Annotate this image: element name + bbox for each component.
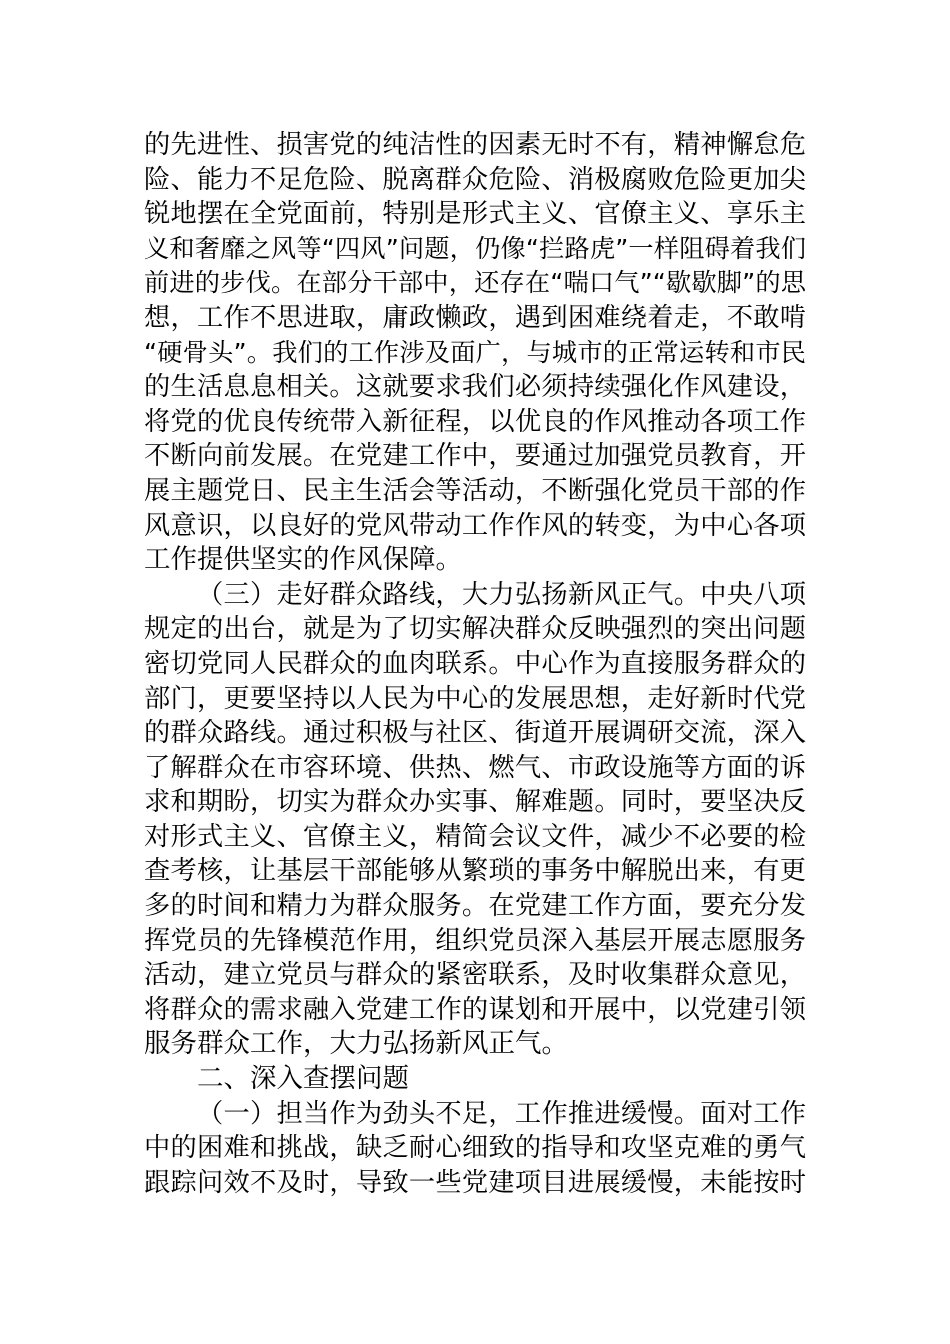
text-line: 挥党员的先锋模范作用，组织党员深入基层开展志愿服务 xyxy=(144,925,806,956)
text-line: 二、深入查摆问题 xyxy=(197,1063,409,1095)
text-line: 风意识，以良好的党风带动工作作风的转变，为中心各项 xyxy=(144,510,806,541)
text-line: （一）担当作为劲头不足，工作推进缓慢。面对工作 xyxy=(197,1098,806,1129)
text-line: 的群众路线。通过积极与社区、街道开展调研交流，深入 xyxy=(144,718,806,749)
text-line: 多的时间和精力为群众服务。在党建工作方面，要充分发 xyxy=(144,891,806,922)
text-line: 将党的优良传统带入新征程，以优良的作风推动各项工作 xyxy=(144,406,806,437)
text-line: 工作提供坚实的作风保障。 xyxy=(144,544,462,576)
text-line: 查考核，让基层干部能够从繁琐的事务中解脱出来，有更 xyxy=(144,856,806,887)
text-line: 求和期盼，切实为群众办实事、解难题。同时，要坚决反 xyxy=(144,787,806,818)
text-line: “硬骨头”。我们的工作涉及面广，与城市的正常运转和市民 xyxy=(144,337,806,367)
text-line: 不断向前发展。在党建工作中，要通过加强党员教育，开 xyxy=(144,441,806,472)
text-line: 对形式主义、官僚主义，精简会议文件，减少不必要的检 xyxy=(144,821,806,852)
text-line: 部门，更要坚持以人民为中心的发展思想，走好新时代党 xyxy=(144,683,806,714)
text-line: 活动，建立党员与群众的紧密联系，及时收集群众意见， xyxy=(144,960,806,991)
text-line: 将群众的需求融入党建工作的谋划和开展中，以党建引领 xyxy=(144,994,806,1025)
text-line: 前进的步伐。在部分干部中，还存在“喘口气”“歇歇脚”的思 xyxy=(144,268,806,298)
text-line: 密切党同人民群众的血肉联系。中心作为直接服务群众的 xyxy=(144,648,806,679)
text-line: （三）走好群众路线，大力弘扬新风正气。中央八项 xyxy=(197,579,806,610)
text-line: 锐地摆在全党面前，特别是形式主义、官僚主义、享乐主 xyxy=(144,199,806,230)
text-line: 展主题党日、民主生活会等活动，不断强化党员干部的作 xyxy=(144,475,806,506)
text-line: 的生活息息相关。这就要求我们必须持续强化作风建设， xyxy=(144,372,806,403)
text-line: 规定的出台，就是为了切实解决群众反映强烈的突出问题 xyxy=(144,614,806,645)
text-line: 跟踪问效不及时，导致一些党建项目进展缓慢，未能按时 xyxy=(144,1167,806,1198)
text-line: 义和奢靡之风等“四风”问题，仍像“拦路虎”一样阻碍着我们 xyxy=(144,233,806,263)
text-line: 险、能力不足危险、脱离群众危险、消极腐败危险更加尖 xyxy=(144,164,806,195)
text-line: 的先进性、损害党的纯洁性的因素无时不有，精神懈怠危 xyxy=(144,130,806,160)
text-line: 想，工作不思进取，庸政懒政，遇到困难绕着走，不敢啃 xyxy=(144,302,806,333)
text-line: 服务群众工作，大力弘扬新风正气。 xyxy=(144,1028,568,1060)
document-body xyxy=(144,128,806,1200)
text-line: 中的困难和挑战，缺乏耐心细致的指导和攻坚克难的勇气 xyxy=(144,1133,806,1164)
text-line: 了解群众在市容环境、供热、燃气、市政设施等方面的诉 xyxy=(144,752,806,783)
